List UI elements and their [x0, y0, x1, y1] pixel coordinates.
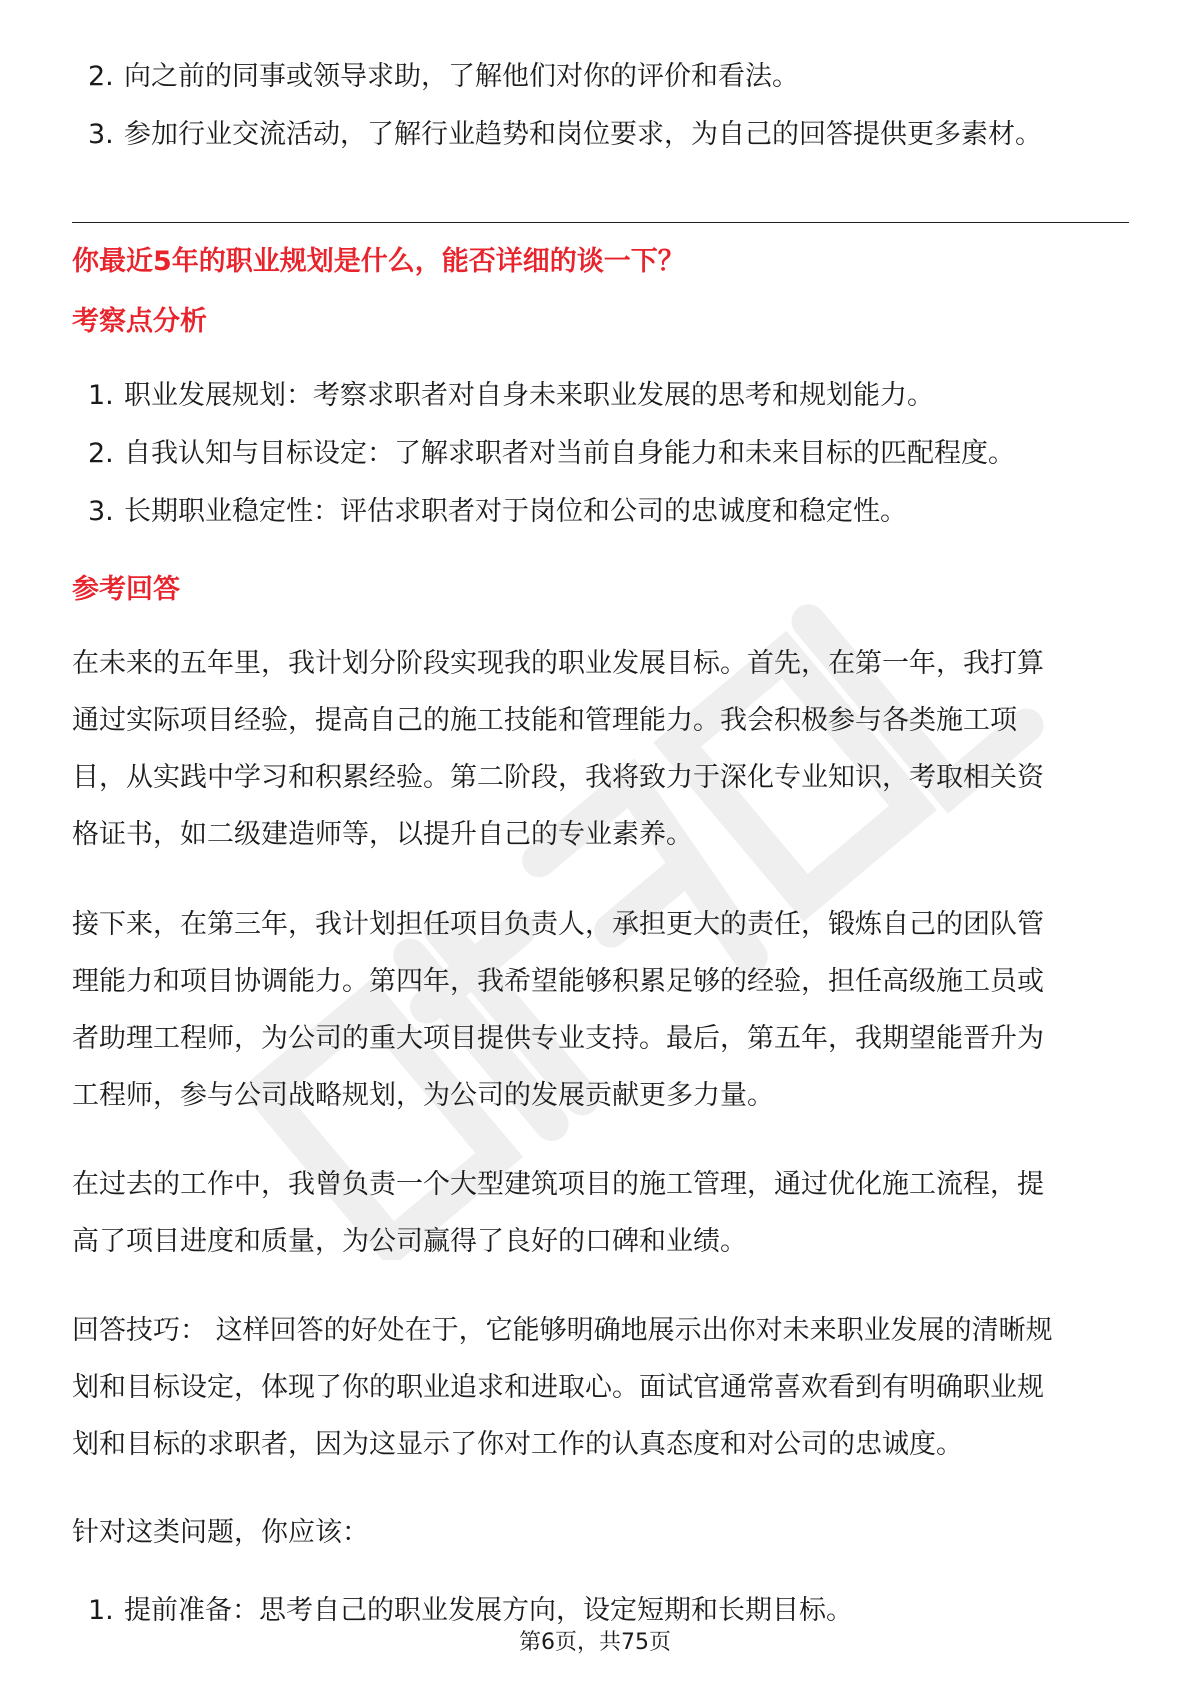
list-item [72, 483, 1132, 541]
list-item [72, 106, 1132, 164]
list-item [72, 425, 1132, 483]
answer-paragraph: 在未来的五年里，我计划分阶段实现我的职业发展目标。首先，在第一年，我打算 通过实际项目经验，提高自己的施工技能和管理能力。我会积极参与各类施工项 目，从实践中学习和积累经验。第二阶段，我将致力于深化专业知识，考取相关资 格证书，如二级建造师等，以提升自己的专业素养。 [72, 648, 1044, 850]
list-number: 1. [88, 380, 114, 411]
answer-paragraph: 在过去的工作中，我曾负责一个大型建筑项目的施工管理，通过优化施工流程，提 高了项目进度和质量，为公司赢得了良好的口碑和业绩。 [72, 1169, 1044, 1257]
list-text: 提前准备：思考自己的职业发展方向，设定短期和长期目标。 [124, 1595, 853, 1626]
list-number: 2. [88, 61, 114, 92]
list-text: 自我认知与目标设定：了解求职者对当前自身能力和未来目标的匹配程度。 [124, 438, 1015, 469]
list-number: 3. [88, 119, 114, 150]
list-number: 2. [88, 438, 114, 469]
list-item [72, 367, 1132, 425]
page-footer: 第6页，共75页 [519, 1630, 671, 1655]
section-divider [72, 222, 1129, 223]
analysis-heading: 考察点分析 [72, 306, 207, 337]
question-heading: 你最近5年的职业规划是什么，能否详细的谈一下？ [72, 246, 685, 277]
answer-paragraph: 接下来，在第三年，我计划担任项目负责人，承担更大的责任，锻炼自己的团队管 理能力和项目协调能力。第四年，我希望能够积累足够的经验，担任高级施工员或 者助理工程师，为公司的重大项目提供专业支持。最后，第五年，我期望能晋升为 工程师，参与公司战略规划，为公司的发展贡献更多力量。 [72, 909, 1044, 1111]
tips-paragraph: 回答技巧： 这样回答的好处在于，它能够明确地展示出你对未来职业发展的清晰规 划和目标设定，体现了你的职业追求和进取心。面试官通常喜欢看到有明确职业规 划和目标的求职者，因为这显示了你对工作的认真态度和对公司的忠诚度。 [72, 1315, 1053, 1460]
list-text: 参加行业交流活动，了解行业趋势和岗位要求，为自己的回答提供更多素材。 [124, 119, 1042, 150]
list-number: 3. [88, 496, 114, 527]
list-text: 向之前的同事或领导求助，了解他们对你的评价和看法。 [124, 61, 799, 92]
top-list [72, 48, 1132, 164]
answer-heading: 参考回答 [72, 574, 180, 605]
list-text: 长期职业稳定性：评估求职者对于岗位和公司的忠诚度和稳定性。 [124, 496, 907, 527]
advice-intro: 针对这类问题，你应该： [72, 1517, 369, 1548]
list-item [72, 48, 1132, 106]
analysis-list [72, 367, 1132, 541]
list-number: 1. [88, 1595, 114, 1626]
list-text: 职业发展规划：考察求职者对自身未来职业发展的思考和规划能力。 [124, 380, 934, 411]
